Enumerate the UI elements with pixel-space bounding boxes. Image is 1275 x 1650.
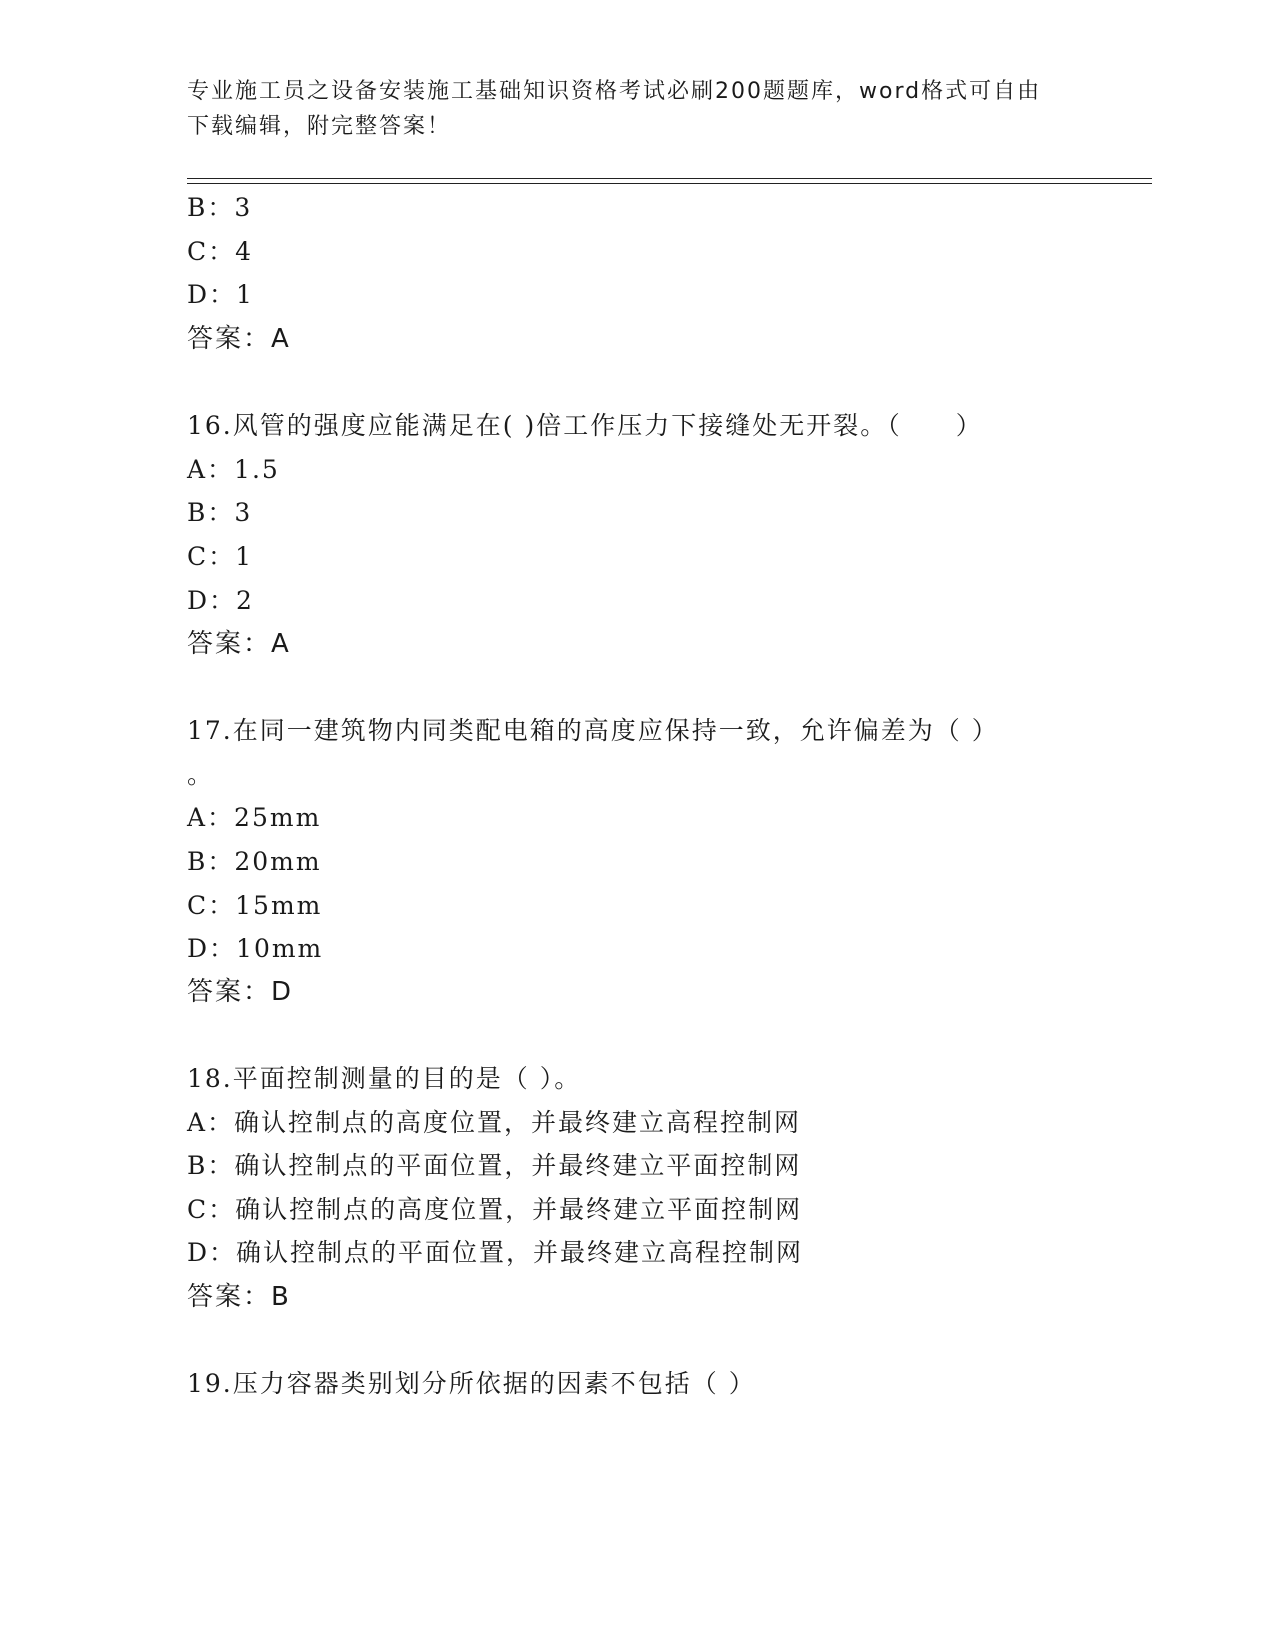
header-line-2: 下载编辑，附完整答案！ <box>187 114 452 139</box>
q17-option-b: B：20mm <box>187 847 322 876</box>
q17-option-a: A：25mm <box>187 803 322 832</box>
q15-option-d: D：1 <box>187 280 254 309</box>
q16-option-d: D：2 <box>187 586 254 615</box>
q15-option-c: C：4 <box>187 237 254 266</box>
q18-option-b: B：确认控制点的平面位置，并最终建立平面控制网 <box>187 1151 802 1180</box>
q17-option-c: C：15mm <box>187 891 323 920</box>
document-header <box>187 74 1067 144</box>
q18-option-d: D：确认控制点的平面位置，并最终建立高程控制网 <box>187 1238 804 1267</box>
q15-option-b: B：3 <box>187 193 253 222</box>
q19-question: 19.压力容器类别划分所依据的因素不包括（ ） <box>187 1369 756 1398</box>
q17-answer: 答案：D <box>187 977 294 1007</box>
q15-answer: 答案：A <box>187 324 291 354</box>
q16-question: 16.风管的强度应能满足在( )倍工作压力下接缝处无开裂。（ ） <box>187 411 983 440</box>
q16-option-c: C：1 <box>187 542 254 571</box>
header-divider-top <box>187 178 1152 179</box>
q16-option-a: A：1.5 <box>187 455 280 484</box>
q18-option-a: A：确认控制点的高度位置，并最终建立高程控制网 <box>187 1108 802 1137</box>
q16-answer: 答案：A <box>187 629 291 659</box>
q17-question-continued: 。 <box>187 760 215 789</box>
q18-question: 18.平面控制测量的目的是（ ）。 <box>187 1064 582 1093</box>
header-divider-bottom <box>187 183 1152 184</box>
q17-option-d: D：10mm <box>187 934 324 963</box>
q17-question: 17.在同一建筑物内同类配电箱的高度应保持一致，允许偏差为（ ） <box>187 716 999 745</box>
header-line-1: 专业施工员之设备安装施工基础知识资格考试必刷200题题库，word格式可自由 <box>187 79 1042 104</box>
q18-option-c: C：确认控制点的高度位置，并最终建立平面控制网 <box>187 1195 803 1224</box>
q16-option-b: B：3 <box>187 498 253 527</box>
q18-answer: 答案：B <box>187 1282 291 1312</box>
